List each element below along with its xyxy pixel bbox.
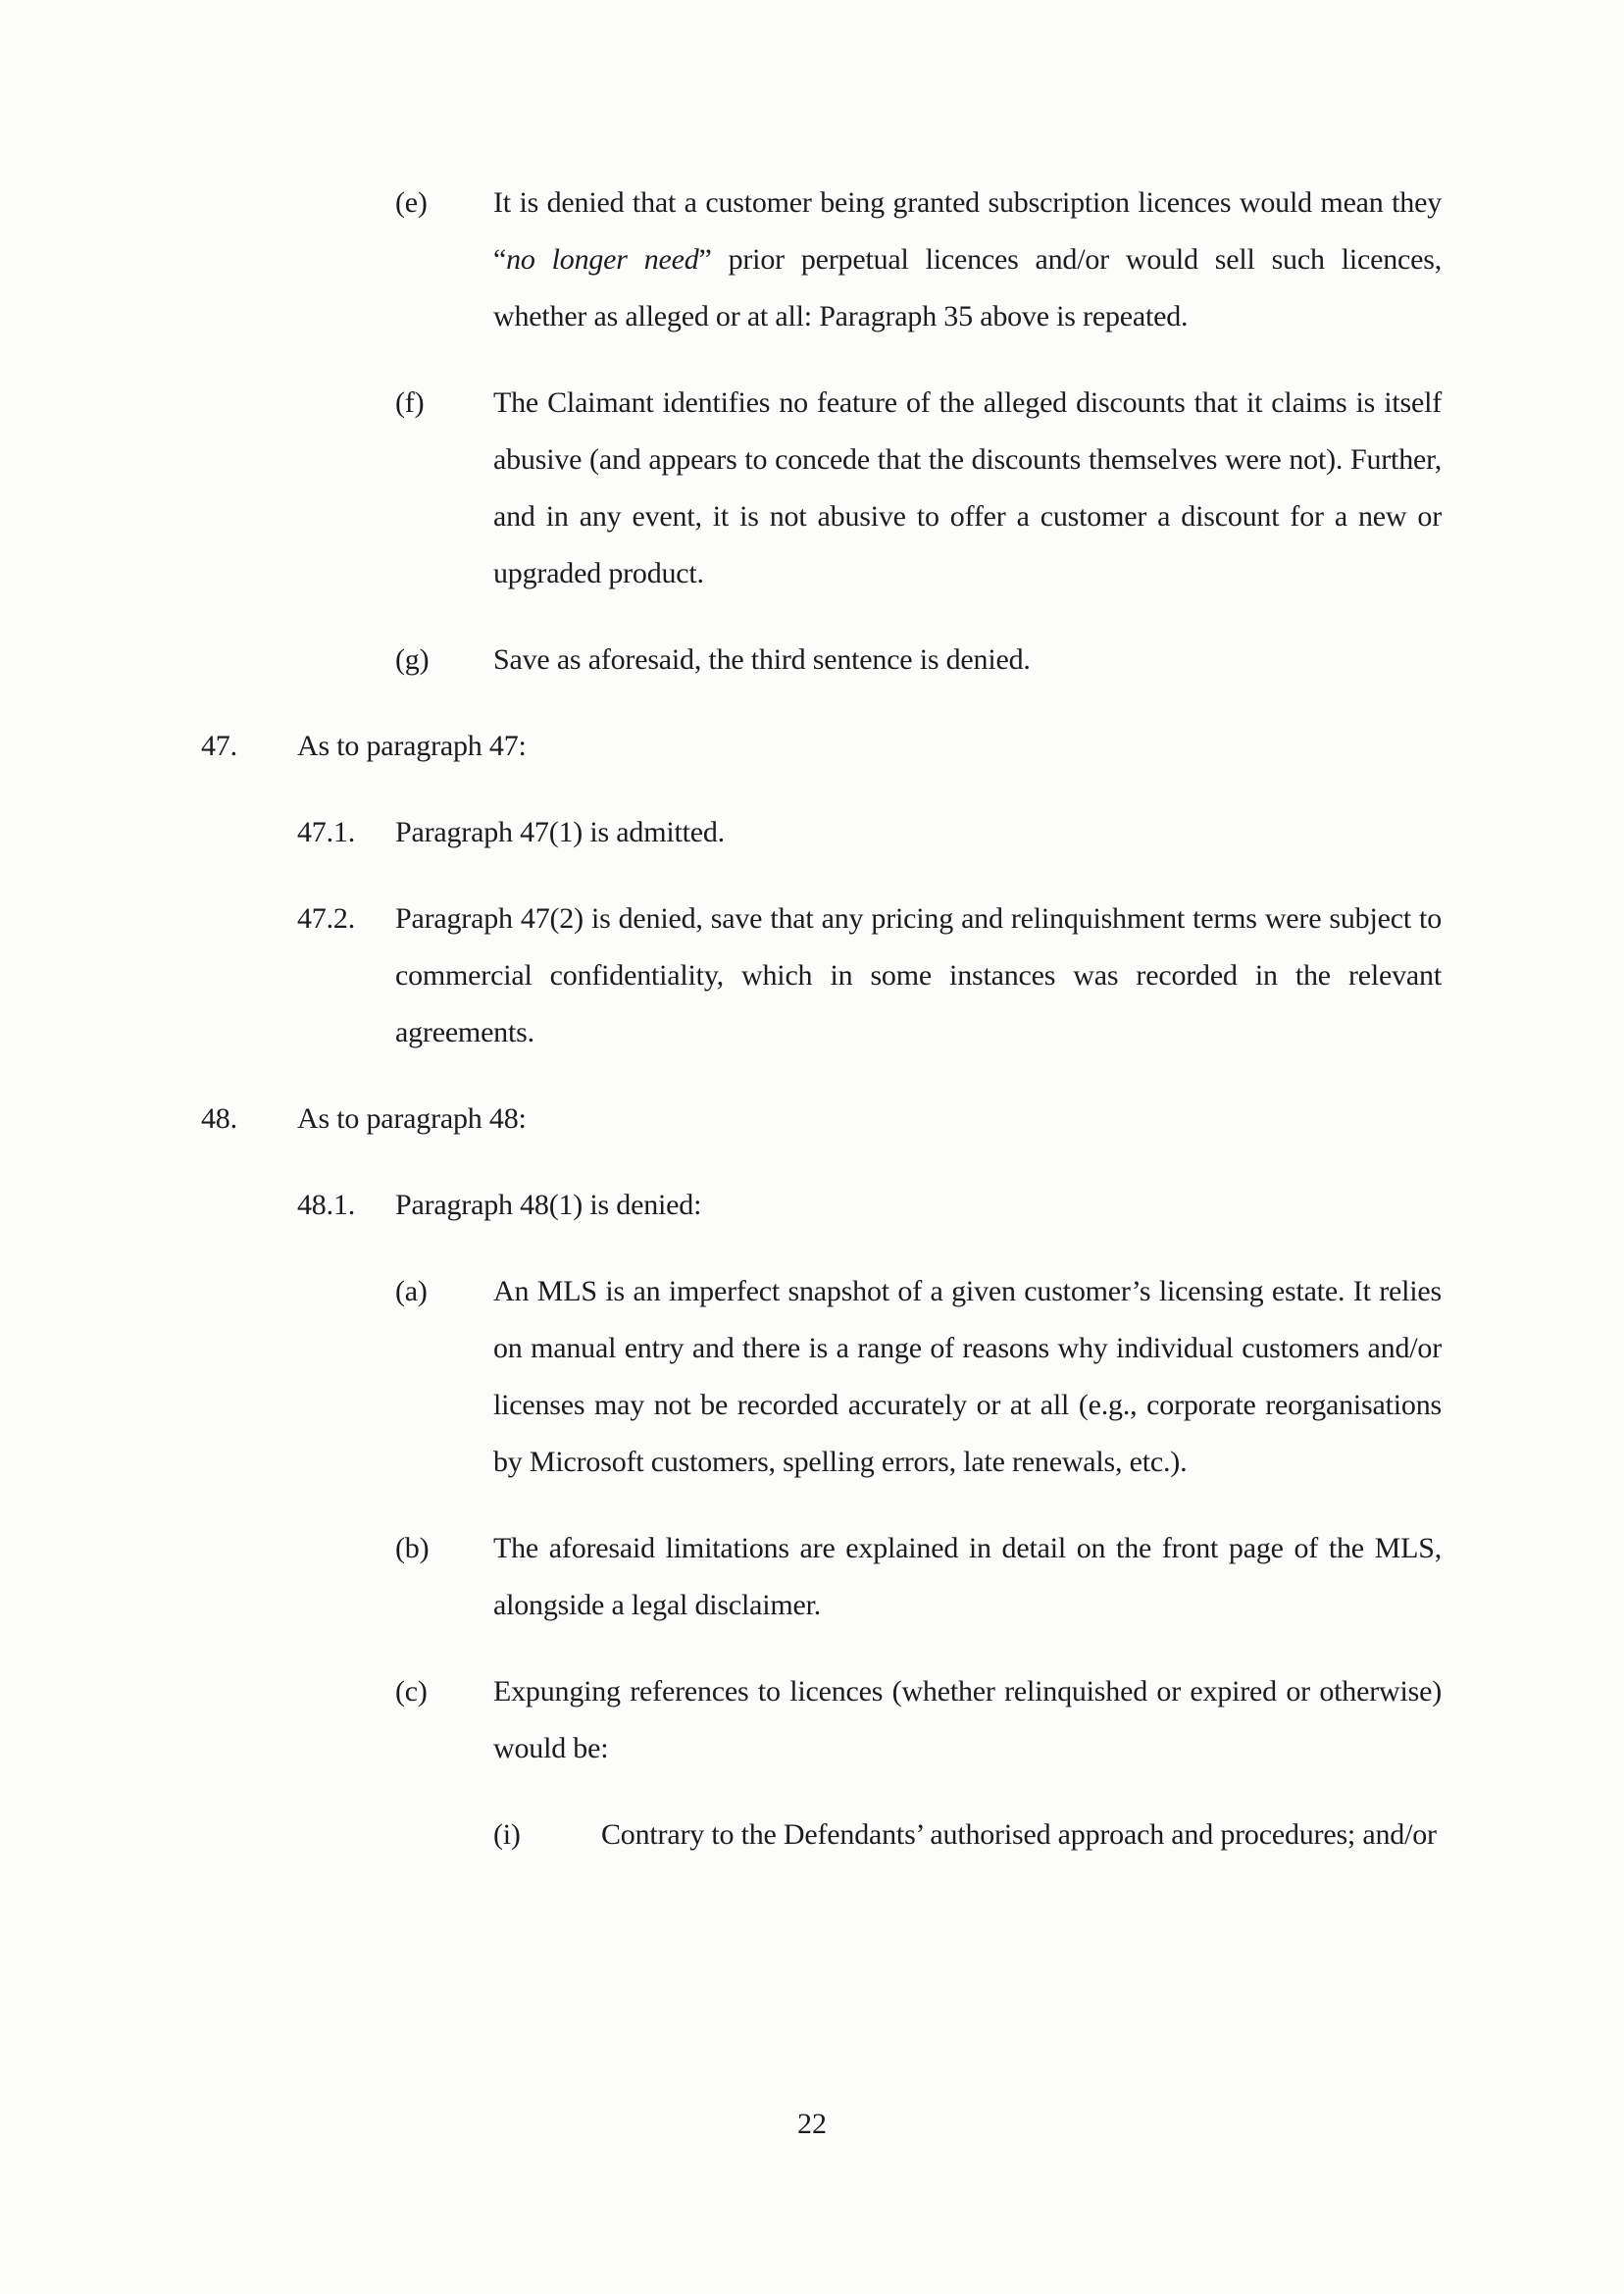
paragraph-label: 47. bbox=[201, 730, 237, 762]
paragraph-text: Paragraph 47(2) is denied, save that any pricing and relinquishment terms were subject to commercial confidentiality, which in some instances was recorded in the relevant agreements. bbox=[395, 902, 1442, 1048]
paragraph-item-f bbox=[395, 375, 1442, 602]
paragraph-text: Contrary to the Defendants’ authorised approach and procedures; and/or bbox=[601, 1818, 1437, 1851]
page-number: 22 bbox=[797, 2108, 827, 2140]
paragraph-label: 47.1. bbox=[297, 816, 356, 848]
paragraph-item-48-1 bbox=[297, 1177, 1442, 1234]
paragraph-item-e bbox=[395, 175, 1442, 345]
paragraph-text: Save as aforesaid, the third sentence is denied. bbox=[493, 643, 1031, 676]
paragraph-text-segment: It is denied that a customer being granted subscription licences would mean they “ bbox=[493, 186, 1442, 276]
paragraph-label: (g) bbox=[395, 643, 430, 676]
paragraph-text: Expunging references to licences (whether relinquished or expired or otherwise) would be: bbox=[493, 1675, 1442, 1764]
paragraph-label: (i) bbox=[493, 1818, 521, 1851]
paragraph-text: The Claimant identifies no feature of the alleged discounts that it claims is itself abusive (and appears to concede that the discounts themselves were not). Further, and in any event, it is not abusive to offer a customer a discount for a new or upgraded product. bbox=[493, 386, 1442, 589]
paragraph-item-a bbox=[395, 1263, 1442, 1491]
paragraph-item-c-i bbox=[493, 1807, 1442, 1863]
paragraph-text: As to paragraph 47: bbox=[297, 730, 527, 762]
paragraph-item-47-1 bbox=[297, 804, 1442, 861]
paragraph-item-48 bbox=[201, 1091, 1442, 1147]
paragraph-text-italic-segment: no longer need bbox=[506, 243, 699, 276]
paragraph-label: 48.1. bbox=[297, 1189, 356, 1221]
paragraph-item-47 bbox=[201, 718, 1442, 775]
paragraph-text: The aforesaid limitations are explained in detail on the front page of the MLS, alongside a legal disclaimer. bbox=[493, 1532, 1442, 1621]
paragraph-text-segment: ” prior perpetual licences and/or would sell such licences, whether as alleged or at all: Paragraph 35 above is repeated. bbox=[493, 243, 1443, 332]
paragraph-item-g bbox=[395, 632, 1442, 688]
paragraph-label: (f) bbox=[395, 386, 425, 419]
paragraph-label: (b) bbox=[395, 1532, 430, 1564]
paragraph-label: 48. bbox=[201, 1102, 237, 1135]
paragraph-item-b bbox=[395, 1520, 1442, 1634]
paragraph-label: (c) bbox=[395, 1675, 428, 1708]
paragraph-text bbox=[493, 175, 1442, 345]
paragraph-label: (a) bbox=[395, 1275, 428, 1307]
paragraph-label: (e) bbox=[395, 186, 428, 219]
paragraph-text: Paragraph 48(1) is denied: bbox=[395, 1189, 702, 1221]
paragraph-label: 47.2. bbox=[297, 902, 356, 935]
paragraph-item-c bbox=[395, 1663, 1442, 1777]
paragraph-text: Paragraph 47(1) is admitted. bbox=[395, 816, 725, 848]
paragraph-text: As to paragraph 48: bbox=[297, 1102, 527, 1135]
paragraph-item-47-2 bbox=[297, 891, 1442, 1061]
paragraph-text: An MLS is an imperfect snapshot of a given customer’s licensing estate. It relies on manual entry and there is a range of reasons why individual customers and/or licenses may not be recorded accurately or at all (e.g., corporate reorganisations by Microsoft customers, spelling errors, late renewals, etc.). bbox=[493, 1275, 1442, 1478]
